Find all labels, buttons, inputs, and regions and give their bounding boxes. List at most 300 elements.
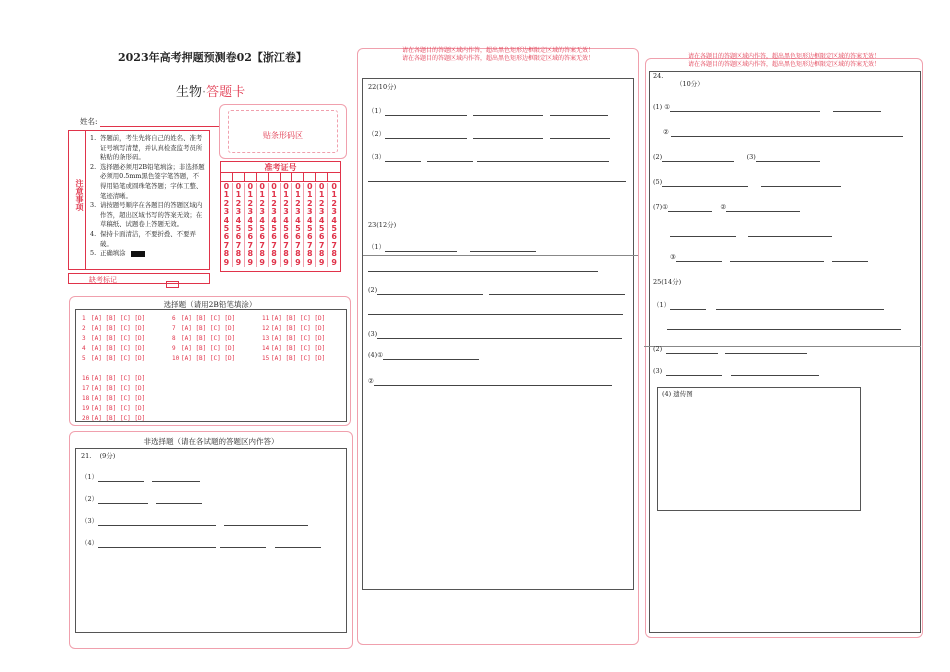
admission-digit[interactable]: 5 bbox=[283, 224, 289, 234]
q25-part-4-diagram-box[interactable] bbox=[657, 387, 861, 511]
admission-digit[interactable]: 1 bbox=[247, 190, 254, 200]
warning-text: 请在各题目的答题区域内作答，超出黑色矩形边框限定区域的答案无效！ 请在各题目的答题区域内作答，超出黑色矩形边框限定区域的答案无效！ bbox=[401, 47, 594, 62]
admission-digit[interactable]: 9 bbox=[247, 257, 254, 267]
admission-digit[interactable]: 9 bbox=[235, 257, 242, 267]
admission-digit[interactable]: 2 bbox=[307, 198, 313, 208]
answer-line[interactable] bbox=[756, 154, 820, 162]
choice-question-row[interactable] bbox=[172, 324, 235, 334]
card-title bbox=[176, 81, 245, 100]
admission-digit[interactable]: 5 bbox=[247, 224, 254, 234]
admission-digit[interactable]: 9 bbox=[318, 257, 325, 267]
choice-question-row[interactable] bbox=[262, 354, 325, 364]
admission-digit[interactable]: 3 bbox=[318, 207, 325, 217]
question-number: 9 bbox=[172, 345, 176, 352]
absent-checkbox[interactable] bbox=[166, 281, 179, 288]
choice-question-row[interactable] bbox=[172, 334, 235, 344]
question-number: 15 bbox=[262, 355, 270, 362]
absent-mark-row bbox=[68, 273, 210, 284]
answer-line[interactable] bbox=[662, 179, 748, 187]
q24-part-1b: ② bbox=[663, 127, 903, 137]
choice-question-row[interactable] bbox=[82, 374, 145, 384]
admission-digit[interactable]: 4 bbox=[247, 215, 254, 225]
answer-line[interactable] bbox=[374, 378, 612, 386]
bubble-options[interactable]: [A] [B] [C] [D] bbox=[181, 335, 236, 342]
admission-digit[interactable]: 1 bbox=[295, 190, 301, 200]
bubble-options[interactable]: [A] [B] [C] [D] bbox=[91, 355, 146, 362]
question-number: 6 bbox=[172, 315, 176, 322]
admission-digit[interactable]: 4 bbox=[318, 215, 325, 225]
admission-digit[interactable]: 6 bbox=[271, 232, 277, 242]
admission-digit-column[interactable] bbox=[233, 183, 245, 267]
choice-question-row[interactable] bbox=[82, 324, 145, 334]
exam-title: 2023年高考押题预测卷02【浙江卷】 bbox=[118, 51, 307, 64]
answer-area-right bbox=[645, 53, 923, 638]
admission-input-cell[interactable] bbox=[245, 173, 257, 181]
admission-digit[interactable]: 5 bbox=[235, 224, 242, 234]
admission-digit[interactable]: 2 bbox=[259, 198, 265, 208]
admission-digit[interactable]: 5 bbox=[259, 224, 265, 234]
answer-line[interactable] bbox=[671, 129, 903, 137]
q23-part-3: (3) bbox=[368, 329, 622, 339]
admission-input-row[interactable] bbox=[221, 173, 340, 182]
answer-line[interactable] bbox=[156, 496, 202, 504]
admission-digit[interactable]: 9 bbox=[223, 257, 230, 267]
answer-line[interactable] bbox=[473, 108, 543, 116]
answer-line[interactable] bbox=[477, 154, 609, 162]
answer-line[interactable] bbox=[383, 352, 479, 360]
q25-title: 25(14分) bbox=[653, 278, 682, 286]
admission-digit-column[interactable] bbox=[281, 183, 293, 267]
q24-part-7: (7)① ② bbox=[653, 202, 800, 212]
admission-digit-column[interactable] bbox=[257, 183, 269, 267]
admission-input-cell[interactable] bbox=[233, 173, 245, 181]
notice-item: 1. 答题前，考生先将自己的姓名、准考证号填写清楚，并认真检查监考员所粘贴的条形码。 bbox=[90, 134, 203, 162]
answer-line[interactable] bbox=[670, 104, 820, 112]
admission-digit[interactable]: 6 bbox=[259, 232, 265, 242]
admission-digit[interactable]: 6 bbox=[283, 232, 289, 242]
admission-digit[interactable]: 2 bbox=[271, 198, 277, 208]
admission-digit[interactable]: 3 bbox=[307, 207, 313, 217]
admission-digit[interactable]: 3 bbox=[271, 207, 277, 217]
choice-group bbox=[172, 314, 235, 364]
admission-digit[interactable]: 5 bbox=[331, 224, 337, 234]
q21-part-4: （4） bbox=[81, 538, 321, 548]
answer-line[interactable] bbox=[666, 368, 722, 376]
admission-digit[interactable]: 1 bbox=[307, 190, 313, 200]
answer-line[interactable] bbox=[725, 346, 807, 354]
admission-digit[interactable]: 5 bbox=[223, 224, 230, 234]
answer-line[interactable] bbox=[368, 181, 626, 182]
question-number: 2 bbox=[82, 325, 86, 332]
notice-box bbox=[68, 130, 210, 270]
admission-digit[interactable]: 3 bbox=[235, 207, 242, 217]
answer-line[interactable] bbox=[731, 368, 819, 376]
admission-digit[interactable]: 5 bbox=[295, 224, 301, 234]
admission-digit-grid bbox=[221, 182, 340, 267]
bubble-options[interactable]: [A] [B] [C] [D] bbox=[91, 395, 146, 402]
admission-digit[interactable]: 4 bbox=[307, 215, 313, 225]
choice-question-row[interactable] bbox=[262, 314, 325, 324]
admission-digit-column[interactable] bbox=[304, 183, 316, 267]
choice-question-row[interactable] bbox=[172, 314, 235, 324]
admission-input-cell[interactable] bbox=[292, 173, 304, 181]
question-number: 7 bbox=[172, 325, 176, 332]
bubble-options[interactable]: [A] [B] [C] [D] bbox=[181, 325, 236, 332]
admission-digit[interactable]: 4 bbox=[259, 215, 265, 225]
section-divider bbox=[363, 255, 638, 256]
q24-part-7-lines bbox=[670, 227, 832, 237]
admission-digit[interactable]: 1 bbox=[223, 190, 230, 200]
admission-digit[interactable]: 0 bbox=[295, 182, 301, 191]
bubble-options[interactable]: [A] [B] [C] [D] bbox=[91, 375, 146, 382]
answer-line[interactable] bbox=[98, 518, 216, 526]
bubble-options[interactable]: [A] [B] [C] [D] bbox=[271, 345, 326, 352]
admission-digit[interactable]: 8 bbox=[271, 249, 277, 259]
q22-part-2: （2） bbox=[368, 129, 610, 139]
bubble-options[interactable]: [A] [B] [C] [D] bbox=[91, 325, 146, 332]
admission-input-cell[interactable] bbox=[269, 173, 281, 181]
admission-digit[interactable]: 9 bbox=[283, 257, 289, 267]
admission-digit[interactable]: 0 bbox=[259, 182, 265, 191]
answer-line[interactable] bbox=[666, 346, 718, 354]
answer-line[interactable] bbox=[833, 104, 881, 112]
question-number: 14 bbox=[262, 345, 270, 352]
admission-digit[interactable]: 2 bbox=[331, 198, 337, 208]
admission-digit[interactable]: 8 bbox=[295, 249, 301, 259]
admission-digit[interactable]: 3 bbox=[259, 207, 265, 217]
notice-item: 5. 正确填涂 bbox=[90, 249, 205, 259]
answer-line[interactable] bbox=[385, 154, 421, 162]
question-number: 19 bbox=[82, 405, 90, 412]
bubble-options[interactable]: [A] [B] [C] [D] bbox=[271, 355, 326, 362]
bubble-options[interactable]: [A] [B] [C] [D] bbox=[271, 335, 326, 342]
admission-digit[interactable]: 0 bbox=[331, 182, 337, 191]
admission-input-cell[interactable] bbox=[304, 173, 316, 181]
answer-line[interactable] bbox=[224, 518, 308, 526]
notice-item: 4. 保持卡面清洁，不要折叠、不要弄破。 bbox=[90, 229, 196, 248]
absent-label: 缺考标记 bbox=[89, 276, 117, 284]
choice-question-row[interactable] bbox=[262, 344, 325, 354]
card-type-label: 答题卡 bbox=[206, 85, 246, 100]
admission-digit[interactable]: 8 bbox=[235, 249, 242, 259]
admission-digit[interactable]: 2 bbox=[318, 198, 325, 208]
answer-line[interactable] bbox=[670, 302, 706, 310]
question-number: 8 bbox=[172, 335, 176, 342]
q25-part-4-label: (4) 遗传图 bbox=[662, 390, 693, 398]
bubble-options[interactable]: [A] [B] [C] [D] bbox=[91, 335, 146, 342]
notice-item: 2. 选择题必须用2B铅笔填涂；非选择题必须用0.5mm黑色签字笔答题，不得用铅笔或圆珠笔答题；字体工整、笔迹清晰。 bbox=[90, 162, 205, 200]
bubble-options[interactable]: [A] [B] [C] [D] bbox=[91, 415, 146, 422]
admission-input-cell[interactable] bbox=[316, 173, 328, 181]
admission-digit[interactable]: 9 bbox=[307, 257, 313, 267]
admission-digit[interactable]: 6 bbox=[235, 232, 242, 242]
admission-digit[interactable]: 8 bbox=[307, 249, 313, 259]
answer-line[interactable] bbox=[470, 244, 536, 252]
admission-digit[interactable]: 0 bbox=[307, 182, 313, 191]
answer-line[interactable] bbox=[761, 179, 841, 187]
admission-digit[interactable]: 4 bbox=[271, 215, 277, 225]
admission-digit[interactable]: 6 bbox=[307, 232, 313, 242]
admission-digit[interactable]: 8 bbox=[223, 249, 230, 259]
q22-part-3: （3） bbox=[368, 152, 609, 162]
question-number: 5 bbox=[82, 355, 86, 362]
answer-line[interactable] bbox=[275, 540, 321, 548]
choice-question-row[interactable] bbox=[82, 414, 145, 424]
answer-line[interactable] bbox=[377, 331, 622, 339]
q22-title: 22(10分) bbox=[368, 83, 397, 91]
bubble-options[interactable]: [A] [B] [C] [D] bbox=[181, 345, 236, 352]
admission-digit-column[interactable] bbox=[292, 183, 304, 267]
admission-digit[interactable]: 9 bbox=[331, 257, 337, 267]
question-number: 16 bbox=[82, 375, 90, 382]
q25-part-1: （1） bbox=[653, 300, 884, 310]
bubble-options[interactable]: [A] [B] [C] [D] bbox=[271, 315, 326, 322]
choice-heading: 选择题（请用2B铅笔填涂） bbox=[163, 300, 257, 309]
question-number: 4 bbox=[82, 345, 86, 352]
admission-input-cell[interactable] bbox=[328, 173, 340, 181]
admission-digit[interactable]: 7 bbox=[283, 240, 289, 250]
admission-digit[interactable]: 7 bbox=[235, 240, 242, 250]
admission-digit[interactable]: 8 bbox=[283, 249, 289, 259]
admission-digit[interactable]: 7 bbox=[223, 240, 230, 250]
q25-part-3: (3) bbox=[653, 366, 819, 376]
answer-line[interactable] bbox=[676, 254, 722, 262]
q21-part-3: （3） bbox=[81, 516, 308, 526]
admission-digit[interactable]: 4 bbox=[223, 215, 230, 225]
admission-digit[interactable]: 8 bbox=[247, 249, 254, 259]
admission-digit[interactable]: 6 bbox=[223, 232, 230, 242]
name-label: 姓名: bbox=[80, 117, 98, 126]
admission-digit[interactable]: 5 bbox=[307, 224, 313, 234]
admission-digit[interactable]: 0 bbox=[271, 182, 277, 191]
answer-line[interactable] bbox=[730, 254, 824, 262]
q24-score: （10分） bbox=[676, 80, 704, 88]
admission-digit[interactable]: 2 bbox=[223, 198, 230, 208]
title-dot: · bbox=[202, 85, 207, 100]
answer-line[interactable] bbox=[489, 287, 625, 295]
question-number: 11 bbox=[262, 315, 270, 322]
admission-digit-column[interactable] bbox=[245, 183, 257, 267]
answer-line[interactable] bbox=[550, 108, 608, 116]
admission-digit[interactable]: 9 bbox=[271, 257, 277, 267]
q24-title: 24. bbox=[653, 72, 664, 80]
admission-digit[interactable]: 6 bbox=[247, 232, 254, 242]
admission-digit[interactable]: 3 bbox=[223, 207, 230, 217]
answer-line[interactable] bbox=[473, 131, 543, 139]
name-row bbox=[80, 116, 220, 127]
choice-question-row[interactable] bbox=[262, 334, 325, 344]
question-number: 1 bbox=[82, 315, 86, 322]
answer-line[interactable] bbox=[667, 329, 901, 330]
answer-line[interactable] bbox=[98, 496, 148, 504]
answer-line[interactable] bbox=[98, 540, 216, 548]
choice-question-row[interactable] bbox=[82, 334, 145, 344]
admission-input-cell[interactable] bbox=[221, 173, 233, 181]
answer-line[interactable] bbox=[748, 229, 832, 237]
notice-list bbox=[90, 134, 205, 259]
answer-line[interactable] bbox=[98, 474, 144, 482]
choice-question-row[interactable] bbox=[172, 354, 235, 364]
admission-digit[interactable]: 3 bbox=[295, 207, 301, 217]
admission-number-box bbox=[220, 161, 341, 272]
choice-question-row[interactable] bbox=[82, 404, 145, 414]
admission-digit[interactable]: 1 bbox=[259, 190, 265, 200]
q24-part-7c: ③ bbox=[670, 252, 868, 262]
answer-line[interactable] bbox=[427, 154, 473, 162]
bubble-options[interactable]: [A] [B] [C] [D] bbox=[271, 325, 326, 332]
barcode-label: 贴条形码区 bbox=[263, 131, 303, 140]
bubble-options[interactable]: [A] [B] [C] [D] bbox=[91, 345, 146, 352]
answer-line[interactable] bbox=[368, 314, 623, 315]
admission-digit[interactable]: 3 bbox=[283, 207, 289, 217]
answer-line[interactable] bbox=[550, 131, 610, 139]
answer-line[interactable] bbox=[662, 154, 734, 162]
admission-digit[interactable]: 7 bbox=[307, 240, 313, 250]
q23-part-2: (2) bbox=[368, 285, 625, 295]
answer-line[interactable] bbox=[385, 108, 467, 116]
admission-digit[interactable]: 7 bbox=[271, 240, 277, 250]
notice-item: 3. 请按题号顺序在各题目的答题区域内作答，超出区域书写的答案无效；在草稿纸、试题卷上答题无效。 bbox=[90, 201, 203, 229]
answer-line[interactable] bbox=[377, 287, 483, 295]
admission-digit[interactable]: 0 bbox=[235, 182, 242, 191]
answer-line[interactable] bbox=[368, 271, 598, 272]
admission-digit[interactable]: 8 bbox=[318, 249, 325, 259]
bubble-options[interactable]: [A] [B] [C] [D] bbox=[181, 315, 236, 322]
answer-line[interactable] bbox=[668, 204, 712, 212]
admission-digit[interactable]: 7 bbox=[247, 240, 254, 250]
bubble-options[interactable]: [A] [B] [C] [D] bbox=[91, 405, 146, 412]
q21-title: 21. (9分) bbox=[81, 452, 116, 460]
answer-line[interactable] bbox=[726, 204, 800, 212]
admission-digit[interactable]: 4 bbox=[235, 215, 242, 225]
q21-box bbox=[75, 448, 347, 633]
question-number: 17 bbox=[82, 385, 90, 392]
warning-text: 请在各题目的答题区域内作答，超出黑色矩形边框限定区域的答案无效！ 请在各题目的答题区域内作答，超出黑色矩形边框限定区域的答案无效！ bbox=[687, 53, 880, 68]
admission-digit[interactable]: 2 bbox=[283, 198, 289, 208]
admission-digit[interactable]: 4 bbox=[283, 215, 289, 225]
admission-digit-column[interactable] bbox=[328, 183, 340, 267]
admission-digit[interactable]: 7 bbox=[259, 240, 265, 250]
admission-digit-column[interactable] bbox=[221, 183, 233, 267]
q24-part-5: (5) bbox=[653, 177, 841, 187]
question-number: 13 bbox=[262, 335, 270, 342]
admission-digit[interactable]: 1 bbox=[235, 190, 242, 200]
admission-digit[interactable]: 1 bbox=[283, 190, 289, 200]
answer-line[interactable] bbox=[716, 302, 884, 310]
admission-digit[interactable]: 2 bbox=[235, 198, 242, 208]
name-field[interactable] bbox=[100, 119, 220, 127]
choice-group bbox=[82, 374, 145, 424]
barcode-area bbox=[219, 104, 347, 159]
admission-digit[interactable]: 6 bbox=[331, 232, 337, 242]
q23-title: 23(12分) bbox=[368, 221, 397, 229]
admission-digit[interactable]: 3 bbox=[331, 207, 337, 217]
admission-digit[interactable]: 5 bbox=[271, 224, 277, 234]
q23-part-1: （1） bbox=[368, 242, 536, 252]
admission-digit[interactable]: 0 bbox=[247, 182, 254, 191]
admission-digit[interactable]: 3 bbox=[247, 207, 254, 217]
question-number: 20 bbox=[82, 415, 90, 422]
admission-digit[interactable]: 8 bbox=[331, 249, 337, 259]
admission-digit[interactable]: 0 bbox=[318, 182, 325, 191]
admission-digit[interactable]: 2 bbox=[247, 198, 254, 208]
admission-input-cell[interactable] bbox=[281, 173, 293, 181]
admission-digit[interactable]: 9 bbox=[295, 257, 301, 267]
answer-line[interactable] bbox=[385, 131, 467, 139]
filled-sample-mark bbox=[131, 251, 145, 257]
choice-question-row[interactable] bbox=[82, 344, 145, 354]
admission-digit[interactable]: 9 bbox=[259, 257, 265, 267]
bubble-options[interactable]: [A] [B] [C] [D] bbox=[181, 355, 236, 362]
bubble-options[interactable]: [A] [B] [C] [D] bbox=[91, 315, 146, 322]
q25-part-2: (2) bbox=[653, 344, 807, 354]
admission-digit[interactable]: 4 bbox=[331, 215, 337, 225]
admission-digit-column[interactable] bbox=[316, 183, 328, 267]
answer-line[interactable] bbox=[152, 474, 200, 482]
choice-question-row[interactable] bbox=[82, 314, 145, 324]
admission-digit-column[interactable] bbox=[269, 183, 281, 267]
q23-part-4: (4)① bbox=[368, 350, 479, 360]
admission-digit[interactable]: 7 bbox=[295, 240, 301, 250]
subject-label: 生物 bbox=[176, 85, 203, 100]
admission-digit[interactable]: 1 bbox=[271, 190, 277, 200]
answer-line[interactable] bbox=[385, 244, 457, 252]
choice-question-row[interactable] bbox=[82, 394, 145, 404]
admission-digit[interactable]: 6 bbox=[295, 232, 301, 242]
nonchoice-heading: 非选择题（请在各试题的答题区内作答） bbox=[143, 437, 279, 446]
choice-question-row[interactable] bbox=[82, 384, 145, 394]
answer-line[interactable] bbox=[670, 229, 736, 237]
choice-question-row[interactable] bbox=[172, 344, 235, 354]
admission-label: 准考证号 bbox=[221, 162, 340, 173]
answer-area-middle bbox=[357, 48, 639, 645]
admission-digit[interactable]: 4 bbox=[295, 215, 301, 225]
q22-part-1: （1） bbox=[368, 106, 608, 116]
nonchoice-section bbox=[69, 431, 353, 649]
choice-question-row[interactable] bbox=[262, 324, 325, 334]
admission-digit[interactable]: 0 bbox=[223, 182, 230, 191]
q24-q25-box bbox=[649, 71, 921, 633]
answer-line[interactable] bbox=[832, 254, 868, 262]
admission-digit[interactable]: 8 bbox=[259, 249, 265, 259]
bubble-options[interactable]: [A] [B] [C] [D] bbox=[91, 385, 146, 392]
admission-input-cell[interactable] bbox=[257, 173, 269, 181]
q23-part-4b: ② bbox=[368, 376, 612, 386]
admission-digit[interactable]: 6 bbox=[318, 232, 325, 242]
choice-question-row[interactable] bbox=[82, 354, 145, 364]
admission-digit[interactable]: 7 bbox=[318, 240, 325, 250]
choice-group bbox=[82, 314, 145, 364]
q21-part-1: （1） bbox=[81, 472, 200, 482]
choice-section bbox=[69, 296, 351, 426]
q24-part-2: (2) (3) bbox=[653, 152, 820, 162]
q24-part-1: (1) ① bbox=[653, 102, 881, 112]
q21-part-2: （2） bbox=[81, 494, 202, 504]
question-number: 18 bbox=[82, 395, 90, 402]
admission-digit[interactable]: 5 bbox=[318, 224, 325, 234]
q22-q23-box bbox=[362, 78, 634, 590]
choice-group bbox=[262, 314, 325, 364]
notice-heading: 注意事项 bbox=[75, 179, 84, 211]
admission-digit[interactable]: 0 bbox=[283, 182, 289, 191]
admission-digit[interactable]: 1 bbox=[318, 190, 325, 200]
admission-digit[interactable]: 1 bbox=[331, 190, 337, 200]
question-number: 3 bbox=[82, 335, 86, 342]
question-number: 12 bbox=[262, 325, 270, 332]
admission-digit[interactable]: 7 bbox=[331, 240, 337, 250]
answer-line[interactable] bbox=[220, 540, 266, 548]
admission-digit[interactable]: 2 bbox=[295, 198, 301, 208]
